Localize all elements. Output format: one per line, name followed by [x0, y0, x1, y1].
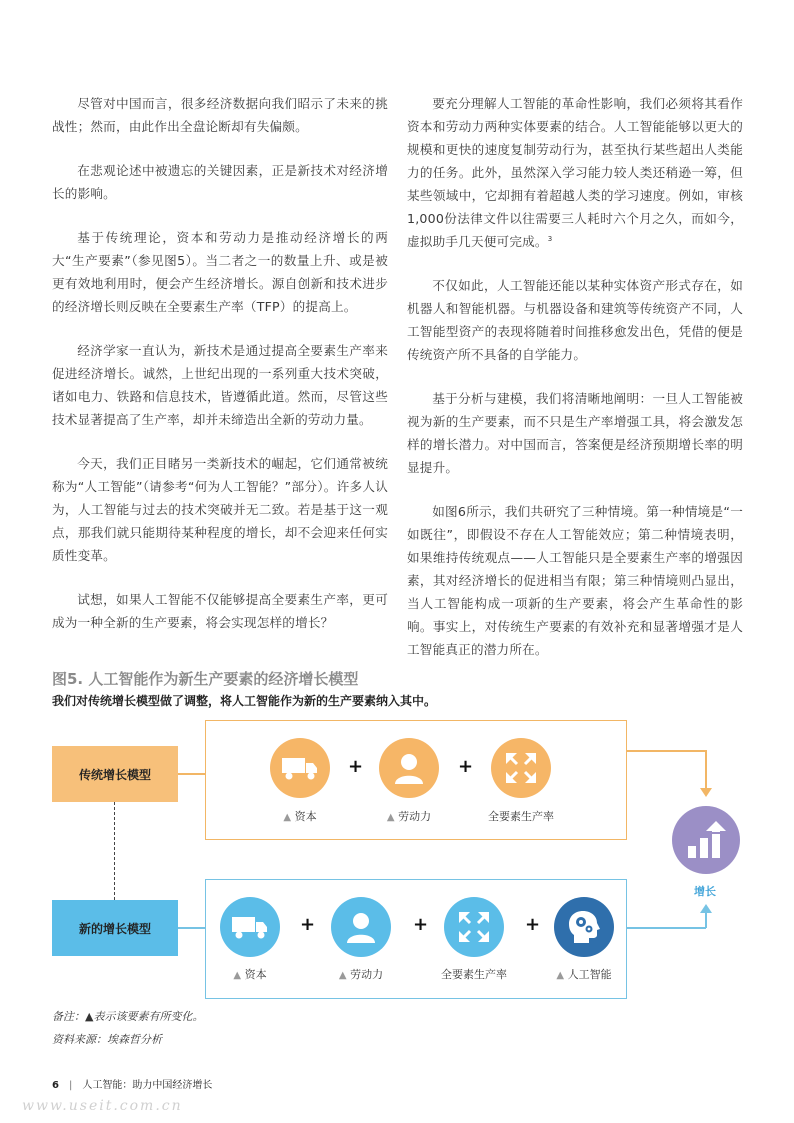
labor-label: 劳动力 [350, 968, 384, 981]
paragraph-text: 要充分理解人工智能的革命性影响，我们必须将其看作资本和劳动力两种实体要素的结合。人工智能能够以更大的规模和更快的速度复制劳动行为，甚至执行某些超出人类能力的任务。此外，虽然深入学习能力较人类还稍逊一筹，但某些领域中，它却拥有着超越人类的学习速度。例如，审核1,000份法律文件以往需要三人耗时六个月之久，而如今，虚拟助手几天便可完成。 [407, 96, 743, 249]
arrow-down-icon [700, 788, 712, 798]
ai-head-gears-icon [554, 897, 614, 957]
plus-sign: + [413, 914, 429, 935]
paragraph: 基于分析与建模，我们将清晰地阐明：一旦人工智能被视为新的生产要素，而不只是生产率增强工具，将会激发怎样的增长潜力。对中国而言，答案便是经济预期增长率的明显提升。 [407, 391, 743, 475]
new-model-label: 新的增长模型 [52, 900, 178, 956]
new-connector [178, 927, 205, 929]
tfp-label: 全要素生产率 [488, 810, 554, 823]
plus-sign: + [525, 914, 541, 935]
capital-label: 资本 [294, 810, 317, 823]
paragraph: 基于传统理论，资本和劳动力是推动经济增长的两大“生产要素”（参见图5）。当二者之一的数量上升、或是被更有效地利用时，便会产生经济增长。源自创新和技术进步的经济增长则反映在全要素生产率（TFP）的提高上。 [52, 230, 388, 314]
delta-icon: ▲ [386, 812, 395, 823]
new-arrow-vertical [705, 912, 707, 928]
labor-label: 劳动力 [398, 810, 432, 823]
truck-icon [220, 897, 280, 957]
paragraph: 今天，我们正目睹另一类新技术的崛起，它们通常被统称为“人工智能”（请参考“何为人工智能？”部分）。许多人认为，人工智能与过去的技术突破并无二致。若是基于这一观点，那我们就只能期待某种程度的增长，却不会迎来任何实质性变革。 [52, 456, 388, 563]
paragraph: 试想，如果人工智能不仅能够提高全要素生产率，更可成为一种全新的生产要素，将会实现怎样的增长？ [52, 592, 388, 630]
labor-caption [326, 966, 396, 982]
paragraph-with-footnote [407, 92, 743, 253]
page-number: 6 [52, 1080, 59, 1091]
footer-separator: | [68, 1080, 73, 1091]
person-icon [331, 897, 391, 957]
traditional-connector [178, 773, 205, 775]
figure-title: 图5. 人工智能作为新生产要素的经济增长模型 [52, 670, 359, 688]
traditional-arrow-line [627, 750, 706, 752]
delta-icon: ▲ [338, 970, 347, 981]
figure-subtitle: 我们对传统增长模型做了调整，将人工智能作为新的生产要素纳入其中。 [52, 694, 437, 708]
plus-sign: + [348, 756, 364, 777]
page-footer [52, 1076, 212, 1091]
footer-title: 人工智能：助力中国经济增长 [82, 1080, 213, 1091]
traditional-model-label: 传统增长模型 [52, 746, 178, 802]
tfp-label: 全要素生产率 [441, 968, 507, 981]
plus-sign: + [458, 756, 474, 777]
paragraph: 不仅如此，人工智能还能以某种实体资产形式存在，如机器人和智能机器。与机器设备和建筑等传统资产不同，人工智能型资产的表现将随着时间推移愈发出色，凭借的便是传统资产所不具备的自学能力。 [407, 278, 743, 362]
delta-icon: ▲ [233, 970, 242, 981]
ai-caption [544, 966, 624, 982]
paragraph: 在悲观论述中被遗忘的关键因素，正是新技术对经济增长的影响。 [52, 163, 388, 201]
capital-label: 资本 [244, 968, 267, 981]
labor-caption [374, 808, 444, 824]
capital-caption [220, 966, 280, 982]
traditional-arrow-vertical [705, 750, 707, 790]
paragraph: 经济学家一直认为，新技术是通过提高全要素生产率来促进经济增长。诚然，上世纪出现的一系列重大技术突破，诸如电力、铁路和信息技术，皆遵循此道。然而，尽管这些技术显著提高了生产率，却并未缔造出全新的劳动力量。 [52, 343, 388, 427]
dashed-connector [114, 802, 115, 900]
delta-icon: ▲ [283, 812, 292, 823]
delta-icon: ▲ [556, 970, 565, 981]
new-arrow-line [627, 927, 706, 929]
plus-sign: + [300, 914, 316, 935]
watermark: www.useit.com.cn [22, 1098, 183, 1114]
growth-label: 增长 [694, 885, 716, 898]
truck-icon [270, 738, 330, 798]
expand-arrows-icon [444, 897, 504, 957]
arrow-up-icon [700, 904, 712, 914]
paragraph: 如图6所示，我们共研究了三种情境。第一种情境是“一如既往”，即假设不存在人工智能效应；第二种情境表明，如果维持传统观点——人工智能只是全要素生产率的增强因素，其对经济增长的促进相当有限；第三种情境则凸显出，当人工智能构成一项新的生产要素，将会产生革命性的影响。事实上，对传统生产要素的有效补充和显著增强才是人工智能真正的潜力所在。 [407, 504, 743, 657]
footnote-marker[interactable]: 3 [547, 234, 553, 243]
right-column [407, 92, 743, 682]
capital-caption [270, 808, 330, 824]
left-column [52, 92, 388, 655]
figure-source: 资料来源：埃森哲分析 [52, 1033, 162, 1046]
growth-chart-icon [672, 806, 740, 874]
expand-arrows-icon [491, 738, 551, 798]
ai-label: 人工智能 [567, 968, 612, 981]
figure-note: 备注：▲表示该要素有所变化。 [52, 1010, 204, 1023]
paragraph: 尽管对中国而言，很多经济数据向我们昭示了未来的挑战性；然而，由此作出全盘论断却有失偏颇。 [52, 96, 388, 134]
person-icon [379, 738, 439, 798]
